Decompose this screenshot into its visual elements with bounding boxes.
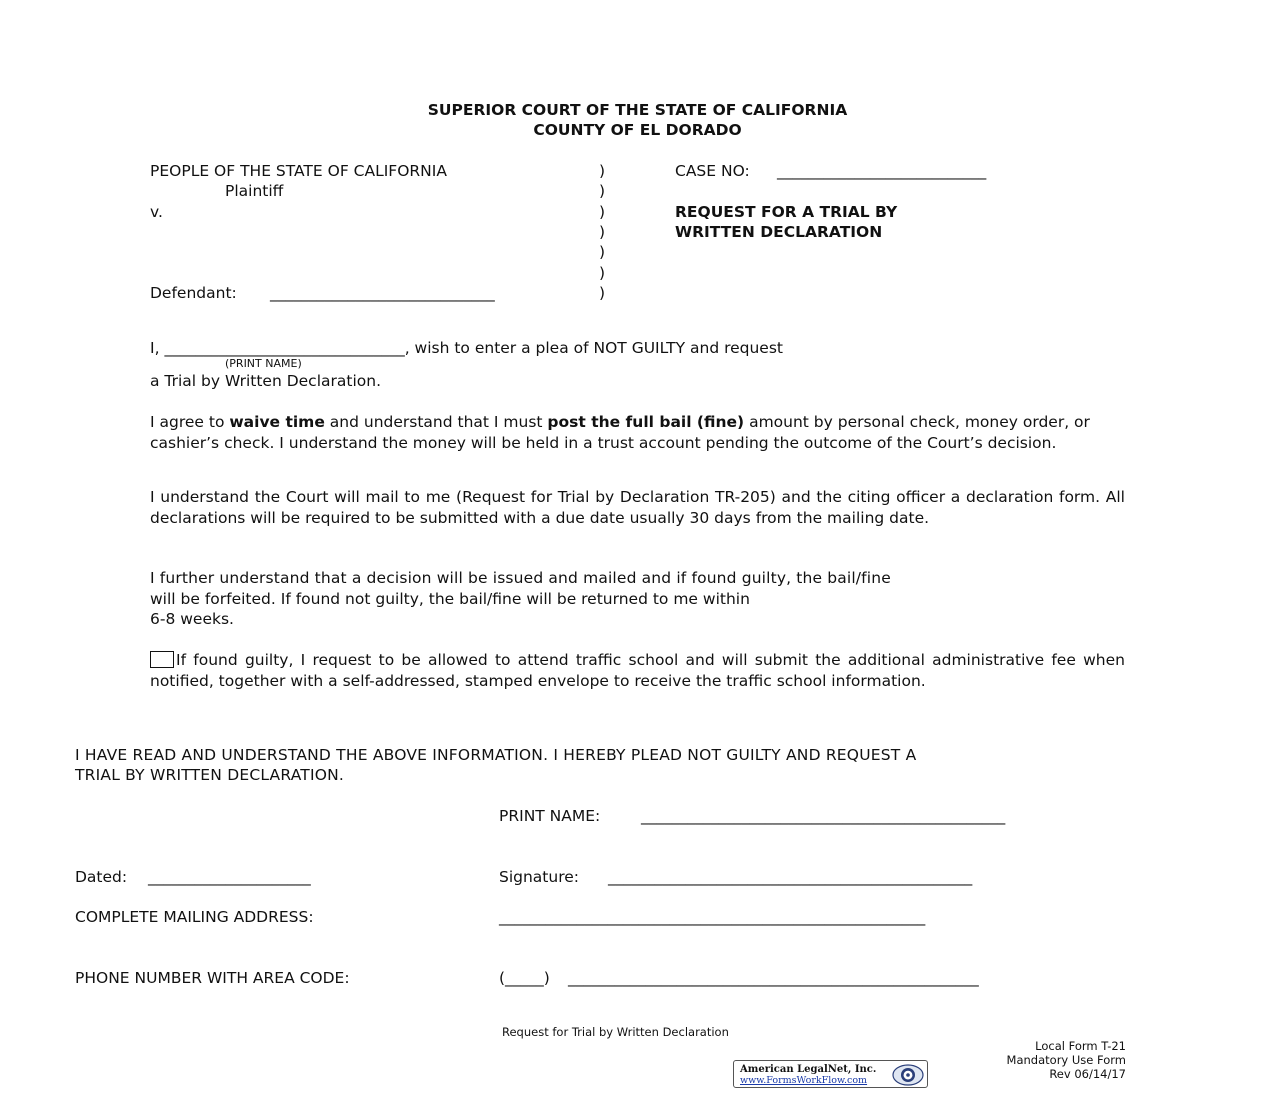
dated-field[interactable]: _____________________ [148,868,311,886]
court-name: SUPERIOR COURT OF THE STATE OF CALIFORNIA [427,101,848,119]
county-name: COUNTY OF EL DORADO [533,121,742,139]
globe-icon [891,1063,925,1087]
waiver-text: amount by personal check, money order, or cashier’s check. I understand the money will be held in a trust account pending the outcome of the Court’s decision. [150,413,1090,452]
caption-paren: ) [599,243,606,261]
traffic-school-text: If found guilty, I request to be allowed to attend traffic school and will submit the additional administrative fee when notified, together with a self-addressed, stamped envelope to receive the traffic school information. [150,651,1125,690]
print-name-field[interactable]: _______________________________ [164,339,405,357]
publisher-link[interactable]: www.FormsWorkFlow.com [740,1075,868,1086]
plea-line [150,338,783,358]
print-name-hint: (PRINT NAME) [225,357,302,370]
defendant-field[interactable]: _____________________________ [270,284,495,302]
waiver-paragraph [150,412,1125,453]
plea-prefix: I, [150,339,160,357]
defendant-label: Defendant: [150,284,237,302]
plaintiff-name: PEOPLE OF THE STATE OF CALIFORNIA [150,162,447,180]
caption-paren: ) [599,203,606,221]
case-no-label: CASE NO: [675,162,750,180]
acknowledgement-line2: TRIAL BY WRITTEN DECLARATION. [75,766,345,784]
caption-paren: ) [599,182,606,200]
plaintiff-role: Plaintiff [225,182,284,200]
caption-paren: ) [599,223,606,241]
case-no-field[interactable]: ___________________________ [777,162,987,180]
footer-mandatory: Mandatory Use Form [1006,1053,1126,1067]
decision-line3: 6-8 weeks. [150,610,234,628]
phone-area-code-field[interactable]: (_____) [499,969,550,987]
publisher-logo[interactable] [733,1060,928,1088]
plea-suffix: , wish to enter a plea of NOT GUILTY and request [404,339,783,357]
full-bail-emphasis: post the full bail (fine) [547,413,745,431]
caption-paren: ) [599,284,606,302]
mailing-address-label: COMPLETE MAILING ADDRESS: [75,908,314,926]
waive-time-emphasis: waive time [229,413,325,431]
footer-revision: Rev 06/14/17 [1049,1067,1126,1081]
traffic-school-paragraph [150,650,1125,691]
signature-field[interactable]: _______________________________________________ [608,868,973,886]
publisher-name: American LegalNet, Inc. [740,1064,877,1075]
acknowledgement-line1: I HAVE READ AND UNDERSTAND THE ABOVE INFORMATION. I HEREBY PLEAD NOT GUILTY AND REQUEST A [75,746,917,764]
footer-form-title: Request for Trial by Written Declaration [502,1025,729,1039]
phone-number-field[interactable]: _____________________________________________________ [568,969,979,987]
dated-label: Dated: [75,868,128,886]
waiver-text: I agree to [150,413,230,431]
mailing-address-field[interactable]: _______________________________________________________ [499,908,926,926]
plea-line2: a Trial by Written Declaration. [150,372,382,390]
document-title-line1: REQUEST FOR A TRIAL BY [675,203,898,221]
waiver-text: and understand that I must [324,413,548,431]
footer-local-form: Local Form T-21 [1035,1039,1126,1053]
decision-line2: will be forfeited. If found not guilty, the bail/fine will be returned to me within [150,590,750,608]
mailing-paragraph: I understand the Court will mail to me (Request for Trial by Declaration TR-205) and the citing officer a declaration form. All declarations will be required to be submitted with a due date usually 30 days from the mailing date. [150,488,1125,527]
print-name-label: PRINT NAME: [499,807,601,825]
signature-label: Signature: [499,868,579,886]
decision-line1: I further understand that a decision will be issued and mailed and if found guilty, the bail/fine [150,569,891,587]
document-title-line2: WRITTEN DECLARATION [675,223,883,241]
caption-paren: ) [599,264,606,282]
caption-paren: ) [599,162,606,180]
versus: v. [150,203,163,221]
traffic-school-checkbox[interactable] [150,651,174,668]
phone-label: PHONE NUMBER WITH AREA CODE: [75,969,350,987]
print-name-line[interactable]: _______________________________________________ [641,807,1006,825]
